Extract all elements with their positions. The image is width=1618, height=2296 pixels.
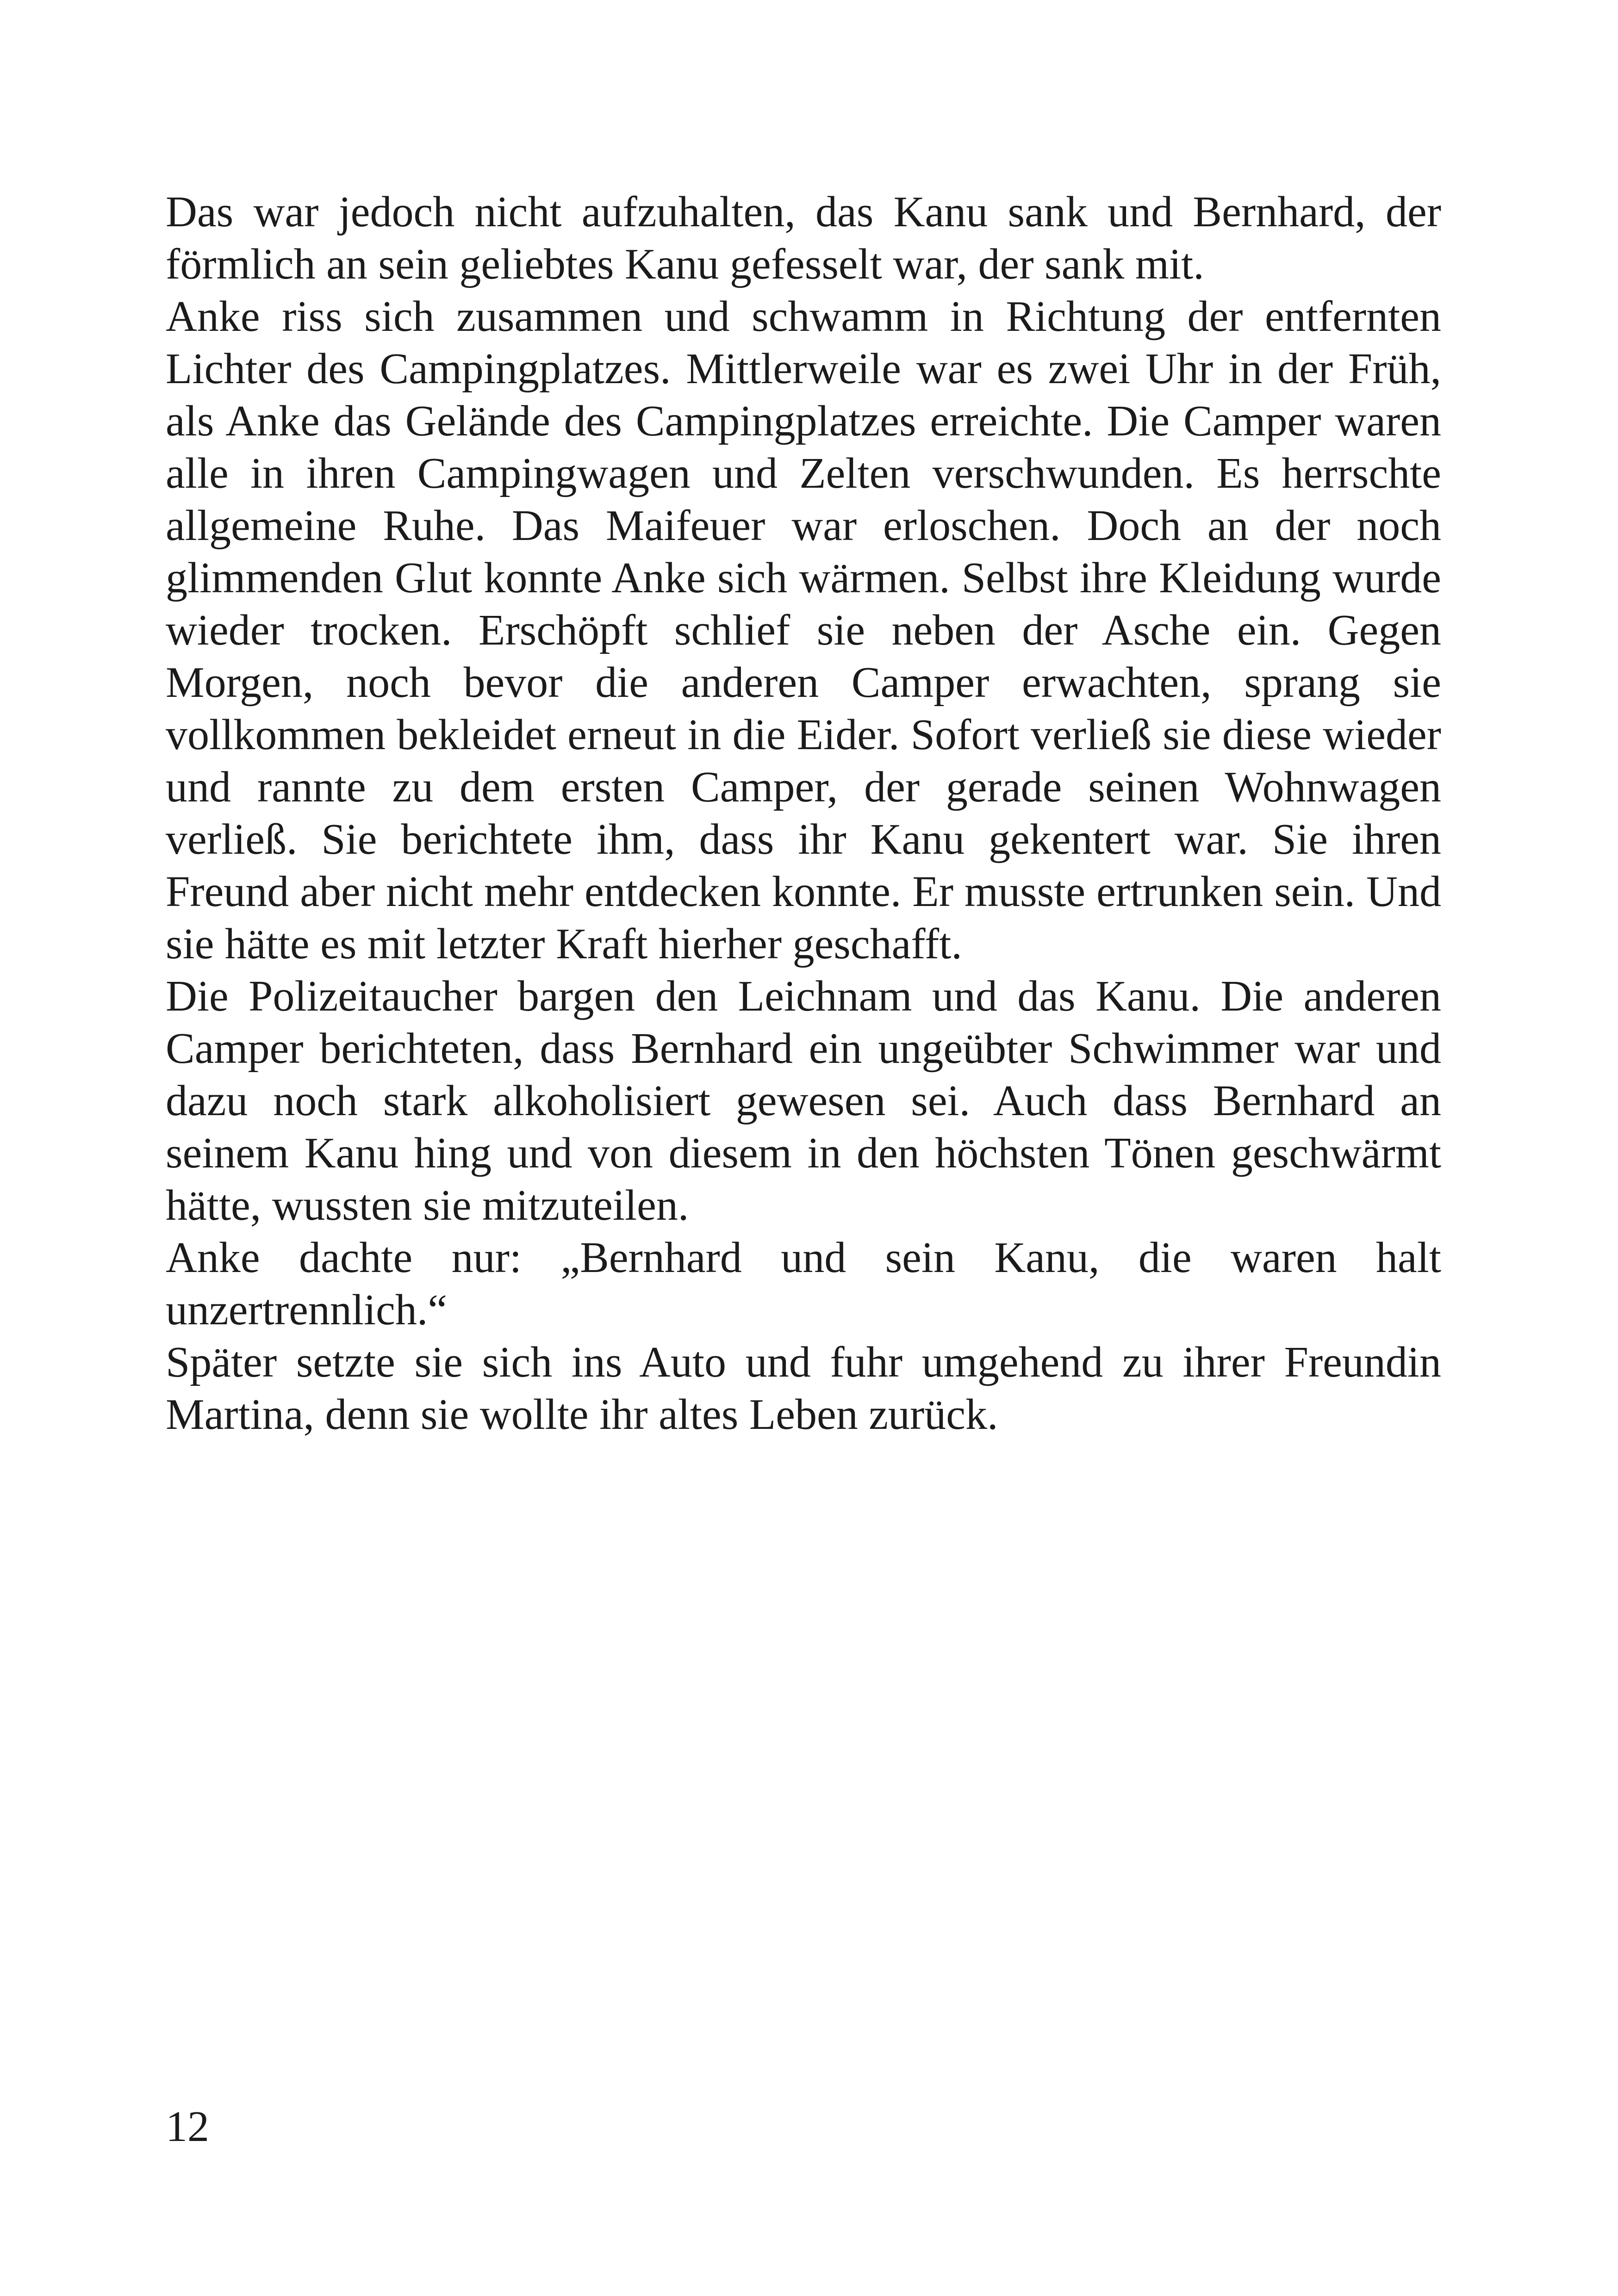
paragraph: Später setzte sie sich ins Auto und fuhr umgehend zu ihrer Freundin Martina, denn sie wollte ihr altes Leben zurück. xyxy=(166,1338,1441,1439)
paragraph: Anke riss sich zusammen und schwamm in Richtung der entfernten Lichter des Campingplatzes. Mittlerweile war es zwei Uhr in der Früh, als Anke das Gelände des Campingplatzes erreichte. Die Camper waren alle in ihren Campingwagen und Zelten verschwunden. Es herrschte allgemeine Ruhe. Das Maifeuer war erloschen. Doch an der noch glimmenden Glut konnte Anke sich wärmen. Selbst ihre Kleidung wurde wieder trocken. Erschöpft schlief sie neben der Asche ein. Gegen Morgen, noch bevor die anderen Camper erwachten, sprang sie vollkommen bekleidet erneut in die Eider. Sofort verließ sie diese wieder und rannte zu dem ersten Camper, der gerade seinen Wohnwagen verließ. Sie berichtete ihm, dass ihr Kanu gekentert war. Sie ihren Freund aber nicht mehr entdecken konnte. Er musste ertrunken sein. Und sie hätte es mit letzter Kraft hierher geschafft. xyxy=(166,292,1441,968)
paragraph: Die Polizeitaucher bargen den Leichnam und das Kanu. Die anderen Camper berichteten, dass Bernhard ein ungeübter Schwimmer war und dazu noch stark alkoholisiert gewesen sei. Auch dass Bernhard an seinem Kanu hing und von diesem in den höchsten Tönen geschwärmt hätte, wussten sie mitzuteilen. xyxy=(166,972,1441,1229)
paragraph: Das war jedoch nicht aufzuhalten, das Kanu sank und Bernhard, der förmlich an sein geliebtes Kanu gefesselt war, der sank mit. xyxy=(166,188,1441,288)
paragraph: Anke dachte nur: „Bernhard und sein Kanu, die waren halt unzertrennlich.“ xyxy=(166,1234,1441,1334)
page-number: 12 xyxy=(166,2103,209,2151)
body-text xyxy=(166,186,1441,1441)
